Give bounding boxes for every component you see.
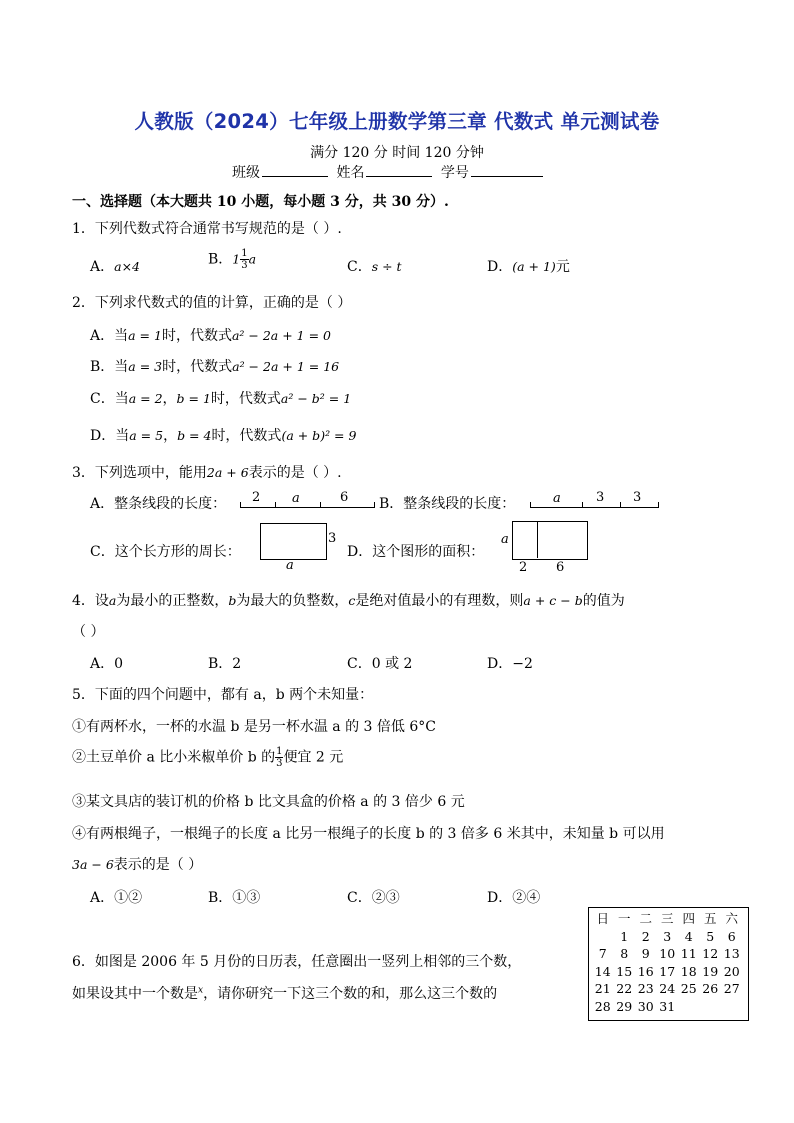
q4-option-b[interactable]: B．2 bbox=[208, 656, 242, 672]
calendar-header-cell: 六 bbox=[725, 911, 738, 926]
calendar-cell: 16 bbox=[637, 963, 654, 979]
q1-option-c[interactable]: C．s ÷ t bbox=[347, 259, 402, 275]
calendar-row bbox=[592, 963, 743, 981]
class-label: 班级 bbox=[232, 165, 260, 181]
calendar-cell: 7 bbox=[598, 946, 607, 961]
q3-option-d[interactable]: D．这个图形的面积： bbox=[347, 544, 485, 560]
calendar-cell: 31 bbox=[659, 998, 676, 1014]
q2-option-b[interactable]: B．当a = 3时，代数式a² − 2a + 1 = 16 bbox=[90, 359, 340, 375]
calendar-cell: 4 bbox=[684, 928, 693, 944]
q2-option-a[interactable]: A．当a = 1时，代数式a² − 2a + 1 = 0 bbox=[90, 328, 331, 344]
calendar-header-cell: 二 bbox=[639, 911, 652, 926]
q5-option-a[interactable]: A．①② bbox=[90, 890, 143, 906]
calendar-cell: 21 bbox=[594, 981, 611, 996]
q3-a-tick bbox=[240, 502, 241, 508]
calendar-header-cell: 日 bbox=[596, 911, 609, 926]
q1-option-b[interactable]: B．1 $\frac{1}{3}$ a bbox=[208, 248, 257, 271]
q4-option-a[interactable]: A．0 bbox=[90, 656, 124, 672]
calendar-header-cell: 一 bbox=[617, 911, 631, 926]
q3-b-tick bbox=[530, 502, 531, 508]
q2-stem: 2．下列求代数式的值的计算，正确的是（ ） bbox=[72, 295, 352, 311]
calendar-cell: 20 bbox=[723, 963, 740, 979]
calendar-cell: 5 bbox=[706, 928, 715, 944]
calendar-cell: 17 bbox=[659, 963, 676, 979]
calendar-header-cell: 五 bbox=[703, 911, 717, 926]
id-label: 学号 bbox=[440, 165, 469, 181]
calendar-cell bbox=[721, 998, 743, 1016]
calendar-cell: 15 bbox=[616, 963, 633, 979]
q1-b-fraction: $\frac{1}{3}$ bbox=[241, 248, 248, 271]
calendar-row bbox=[592, 998, 743, 1016]
calendar-cell: 13 bbox=[723, 946, 740, 961]
q5-option-c[interactable]: C．②③ bbox=[347, 890, 400, 906]
q3-b-label: a bbox=[553, 491, 561, 506]
calendar-row bbox=[592, 928, 743, 946]
calendar-cell: 8 bbox=[620, 946, 629, 961]
calendar-cell: 19 bbox=[702, 963, 719, 979]
q5-item-1: ①有两杯水，一杯的水温 b 是另一杯水温 a 的 3 倍低 6°C bbox=[72, 719, 436, 735]
q5-option-d[interactable]: D．②④ bbox=[487, 890, 541, 906]
calendar-cell: 12 bbox=[702, 946, 719, 961]
id-field[interactable] bbox=[471, 164, 543, 177]
calendar-row bbox=[592, 945, 743, 963]
q5-item-4-cont: 3a − 6表示的是（ ） bbox=[72, 857, 203, 873]
q3-b-tick bbox=[582, 502, 583, 508]
calendar-cell: 26 bbox=[702, 981, 719, 996]
q3-stem: 3．下列选项中，能用2a + 6表示的是（ ）. bbox=[72, 465, 342, 481]
q2-option-c[interactable]: C．当a = 2，b = 1时，代数式a² − b² = 1 bbox=[90, 391, 352, 407]
q3-d-divider bbox=[537, 521, 538, 558]
name-label: 姓名 bbox=[336, 165, 365, 181]
calendar-cell: 1 bbox=[620, 928, 629, 944]
calendar-cell: 25 bbox=[680, 981, 697, 996]
q3-d-side-label: a bbox=[501, 532, 509, 547]
q5-fraction: $\frac{1}{3}$ bbox=[276, 746, 283, 769]
calendar-cell: 28 bbox=[594, 998, 611, 1014]
calendar-cell: 14 bbox=[594, 963, 611, 979]
q1-stem: 1．下列代数式符合通常书写规范的是（ ）. bbox=[72, 221, 342, 237]
calendar-cell bbox=[678, 998, 700, 1016]
page-title: 人教版（2024）七年级上册数学第三章 代数式 单元测试卷 bbox=[134, 110, 660, 133]
q3-a-tick bbox=[275, 502, 276, 508]
q3-a-label: 2 bbox=[252, 490, 261, 505]
calendar-header-row bbox=[592, 910, 743, 928]
q3-b-label: 3 bbox=[596, 490, 605, 505]
q4-paren: （ ） bbox=[72, 624, 105, 640]
q1-a-expr: a×4 bbox=[114, 259, 141, 274]
calendar-cell: 24 bbox=[659, 981, 676, 996]
q5-stem: 5．下面的四个问题中，都有 a，b 两个未知量： bbox=[72, 687, 374, 703]
q3-a-tick bbox=[374, 502, 375, 508]
calendar-cell: 22 bbox=[616, 981, 633, 996]
calendar-cell bbox=[700, 998, 722, 1016]
q3-option-c[interactable]: C．这个长方形的周长： bbox=[90, 544, 241, 560]
calendar-cell: 3 bbox=[663, 928, 672, 944]
calendar-cell: 27 bbox=[723, 981, 740, 996]
q6-line-2: 如果设其中一个数是$^x$，请你研究一下这三个数的和，那么这三个数的 bbox=[72, 985, 498, 1002]
class-field[interactable] bbox=[262, 164, 328, 177]
calendar-cell: 2 bbox=[641, 928, 650, 944]
q3-c-rectangle bbox=[260, 523, 327, 560]
q4-stem: 4．设a为最小的正整数，b为最大的负整数，c是绝对值最小的有理数，则a + c − b的值为 bbox=[72, 593, 625, 609]
q3-b-tick bbox=[658, 502, 659, 508]
calendar-cell bbox=[592, 928, 614, 946]
calendar-cell: 18 bbox=[680, 963, 697, 979]
q3-d-rectangle bbox=[512, 521, 588, 560]
calendar-header-cell: 三 bbox=[660, 911, 674, 926]
name-field[interactable] bbox=[366, 164, 432, 177]
q1-option-d[interactable]: D．(a + 1)元 bbox=[487, 259, 570, 275]
q3-c-side-label: 3 bbox=[328, 531, 337, 546]
q5-option-b[interactable]: B．①③ bbox=[208, 890, 261, 906]
section-heading: 一、选择题（本大题共 10 小题，每小题 3 分，共 30 分）. bbox=[72, 194, 449, 210]
calendar-cell: 6 bbox=[727, 928, 736, 944]
q5-item-3: ③某文具店的装订机的价格 b 比文具盒的价格 a 的 3 倍少 6 元 bbox=[72, 794, 465, 810]
q3-b-label: 3 bbox=[633, 490, 642, 505]
q4-option-c[interactable]: C．0 或 2 bbox=[347, 656, 413, 672]
calendar-cell: 11 bbox=[680, 946, 697, 961]
student-info bbox=[232, 162, 547, 182]
calendar-cell: 30 bbox=[637, 998, 654, 1014]
calendar-cell: 9 bbox=[641, 946, 650, 961]
q3-a-tick bbox=[320, 502, 321, 508]
q3-option-b[interactable]: B．整条线段的长度： bbox=[379, 496, 516, 512]
q3-option-a[interactable]: A．整条线段的长度： bbox=[90, 496, 227, 512]
q3-d-bottom-label: 2 bbox=[519, 560, 528, 575]
q6-line-1: 6．如图是 2006 年 5 月份的日历表，任意圈出一竖列上相邻的三个数， bbox=[72, 954, 522, 970]
q2-option-d[interactable]: D．当a = 5，b = 4时，代数式(a + b)² = 9 bbox=[90, 428, 357, 444]
calendar-row bbox=[592, 980, 743, 998]
calendar-cell: 10 bbox=[659, 946, 676, 961]
q5-item-4: ④有两根绳子，一根绳子的长度 a 比另一根绳子的长度 b 的 3 倍多 6 米其中，未知量 b 可以用 bbox=[72, 826, 665, 842]
q5-item-2: ②土豆单价 a 比小米椒单价 b 的 $\frac{1}{3}$ 便宜 2 元 bbox=[72, 746, 344, 769]
calendar-cell: 29 bbox=[616, 998, 633, 1014]
score-time: 满分 120 分 时间 120 分钟 bbox=[310, 145, 484, 161]
q3-a-label: 6 bbox=[340, 490, 349, 505]
q1-option-a[interactable]: A．a×4 bbox=[90, 259, 141, 275]
calendar-header-cell: 四 bbox=[682, 911, 695, 926]
q3-a-label: a bbox=[292, 491, 300, 506]
q3-c-bottom-label: a bbox=[286, 558, 294, 573]
q4-option-d[interactable]: D．−2 bbox=[487, 656, 533, 672]
q3-d-bottom-label: 6 bbox=[556, 560, 565, 575]
calendar-cell: 23 bbox=[637, 981, 654, 996]
q3-b-tick bbox=[620, 502, 621, 508]
calendar-table bbox=[588, 907, 749, 1021]
